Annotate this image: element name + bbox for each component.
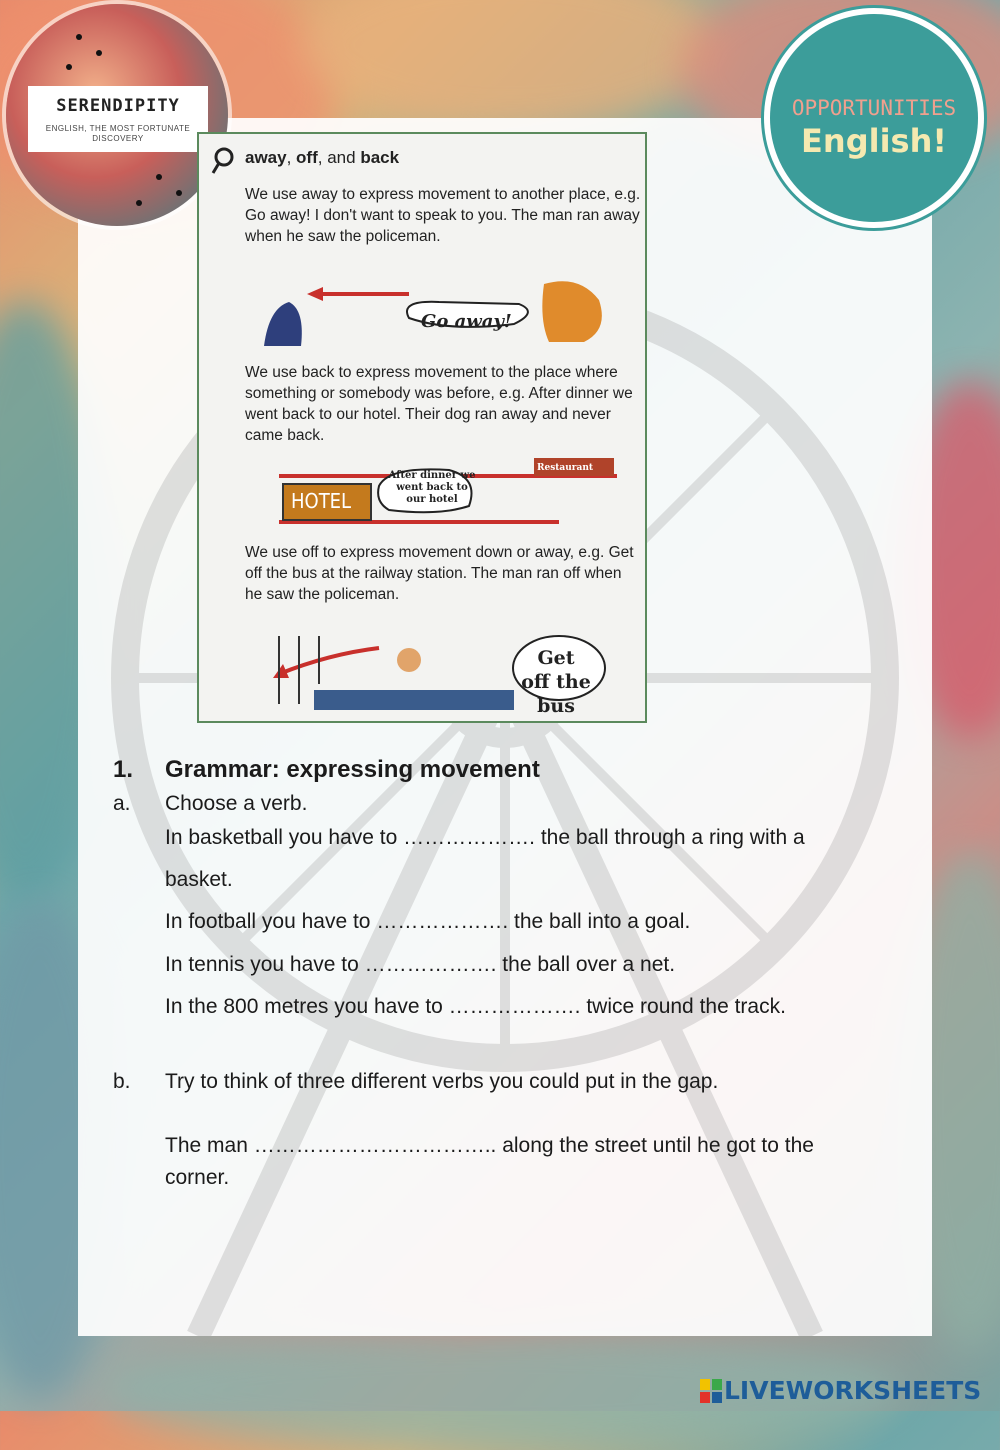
part-b-label: b. — [113, 1070, 131, 1093]
basketball-sentence-end: basket. — [165, 868, 233, 891]
grammar-box-title: away, off, and back — [245, 148, 400, 167]
logo-right-line2: English! — [801, 122, 947, 160]
opportunities-english-logo — [770, 14, 978, 222]
grammar-reference-box — [197, 132, 647, 723]
magnifier-icon — [211, 146, 235, 176]
paragraph-back: We use back to express movement to the place where something or somebody was before, e.g. After dinner we went back to our hotel. Their dog ran away and never came back. — [245, 364, 633, 444]
part-b-instruction: Try to think of three different verbs you could put in the gap. — [165, 1070, 719, 1093]
exercise-number: 1. — [113, 756, 134, 783]
logo-tagline: ENGLISH, THE MOST FORTUNATE DISCOVERY — [45, 124, 191, 143]
man-sentence: The man …………………………….. along the street until he got to the — [165, 1134, 814, 1157]
basketball-sentence: In basketball you have to ………………. the ball through a ring with a — [165, 826, 805, 849]
paragraph-off: We use off to express movement down or away, e.g. Get off the bus at the railway station. The man ran off when he saw the policeman. — [245, 544, 634, 603]
man-sentence-end: corner. — [165, 1166, 230, 1189]
tennis-sentence: In tennis you have to ………………. the ball over a net. — [165, 953, 676, 976]
exercise-heading — [113, 756, 540, 784]
sign-restaurant: Restaurant — [537, 463, 594, 473]
track-sentence: In the 800 metres you have to ………………. twice round the track. — [165, 995, 786, 1018]
logo-title: SERENDIPITY — [56, 96, 180, 116]
part-a-instruction: Choose a verb. — [165, 792, 308, 815]
sign-hotel: HOTEL — [291, 489, 352, 513]
part-a-label: a. — [113, 792, 131, 815]
speech-went-back: After dinner we went back to our hotel — [388, 470, 476, 505]
serendipity-logo — [6, 4, 228, 226]
speech-go-away: Go away! — [421, 311, 512, 332]
speech-get-off: Get off the bus — [521, 647, 591, 717]
liveworksheets-brand: LIVEWORKSHEETS — [724, 1376, 982, 1405]
football-sentence: In football you have to ………………. the ball into a goal. — [165, 910, 691, 933]
paragraph-away: We use away to express movement to another place, e.g. Go away! I don't want to speak to you. The man ran away when he saw the policeman. — [245, 186, 641, 245]
liveworksheets-icon — [700, 1379, 722, 1403]
logo-right-line1: OPPORTUNITIES — [791, 96, 957, 120]
exercise-title: Grammar: expressing movement — [165, 756, 540, 783]
